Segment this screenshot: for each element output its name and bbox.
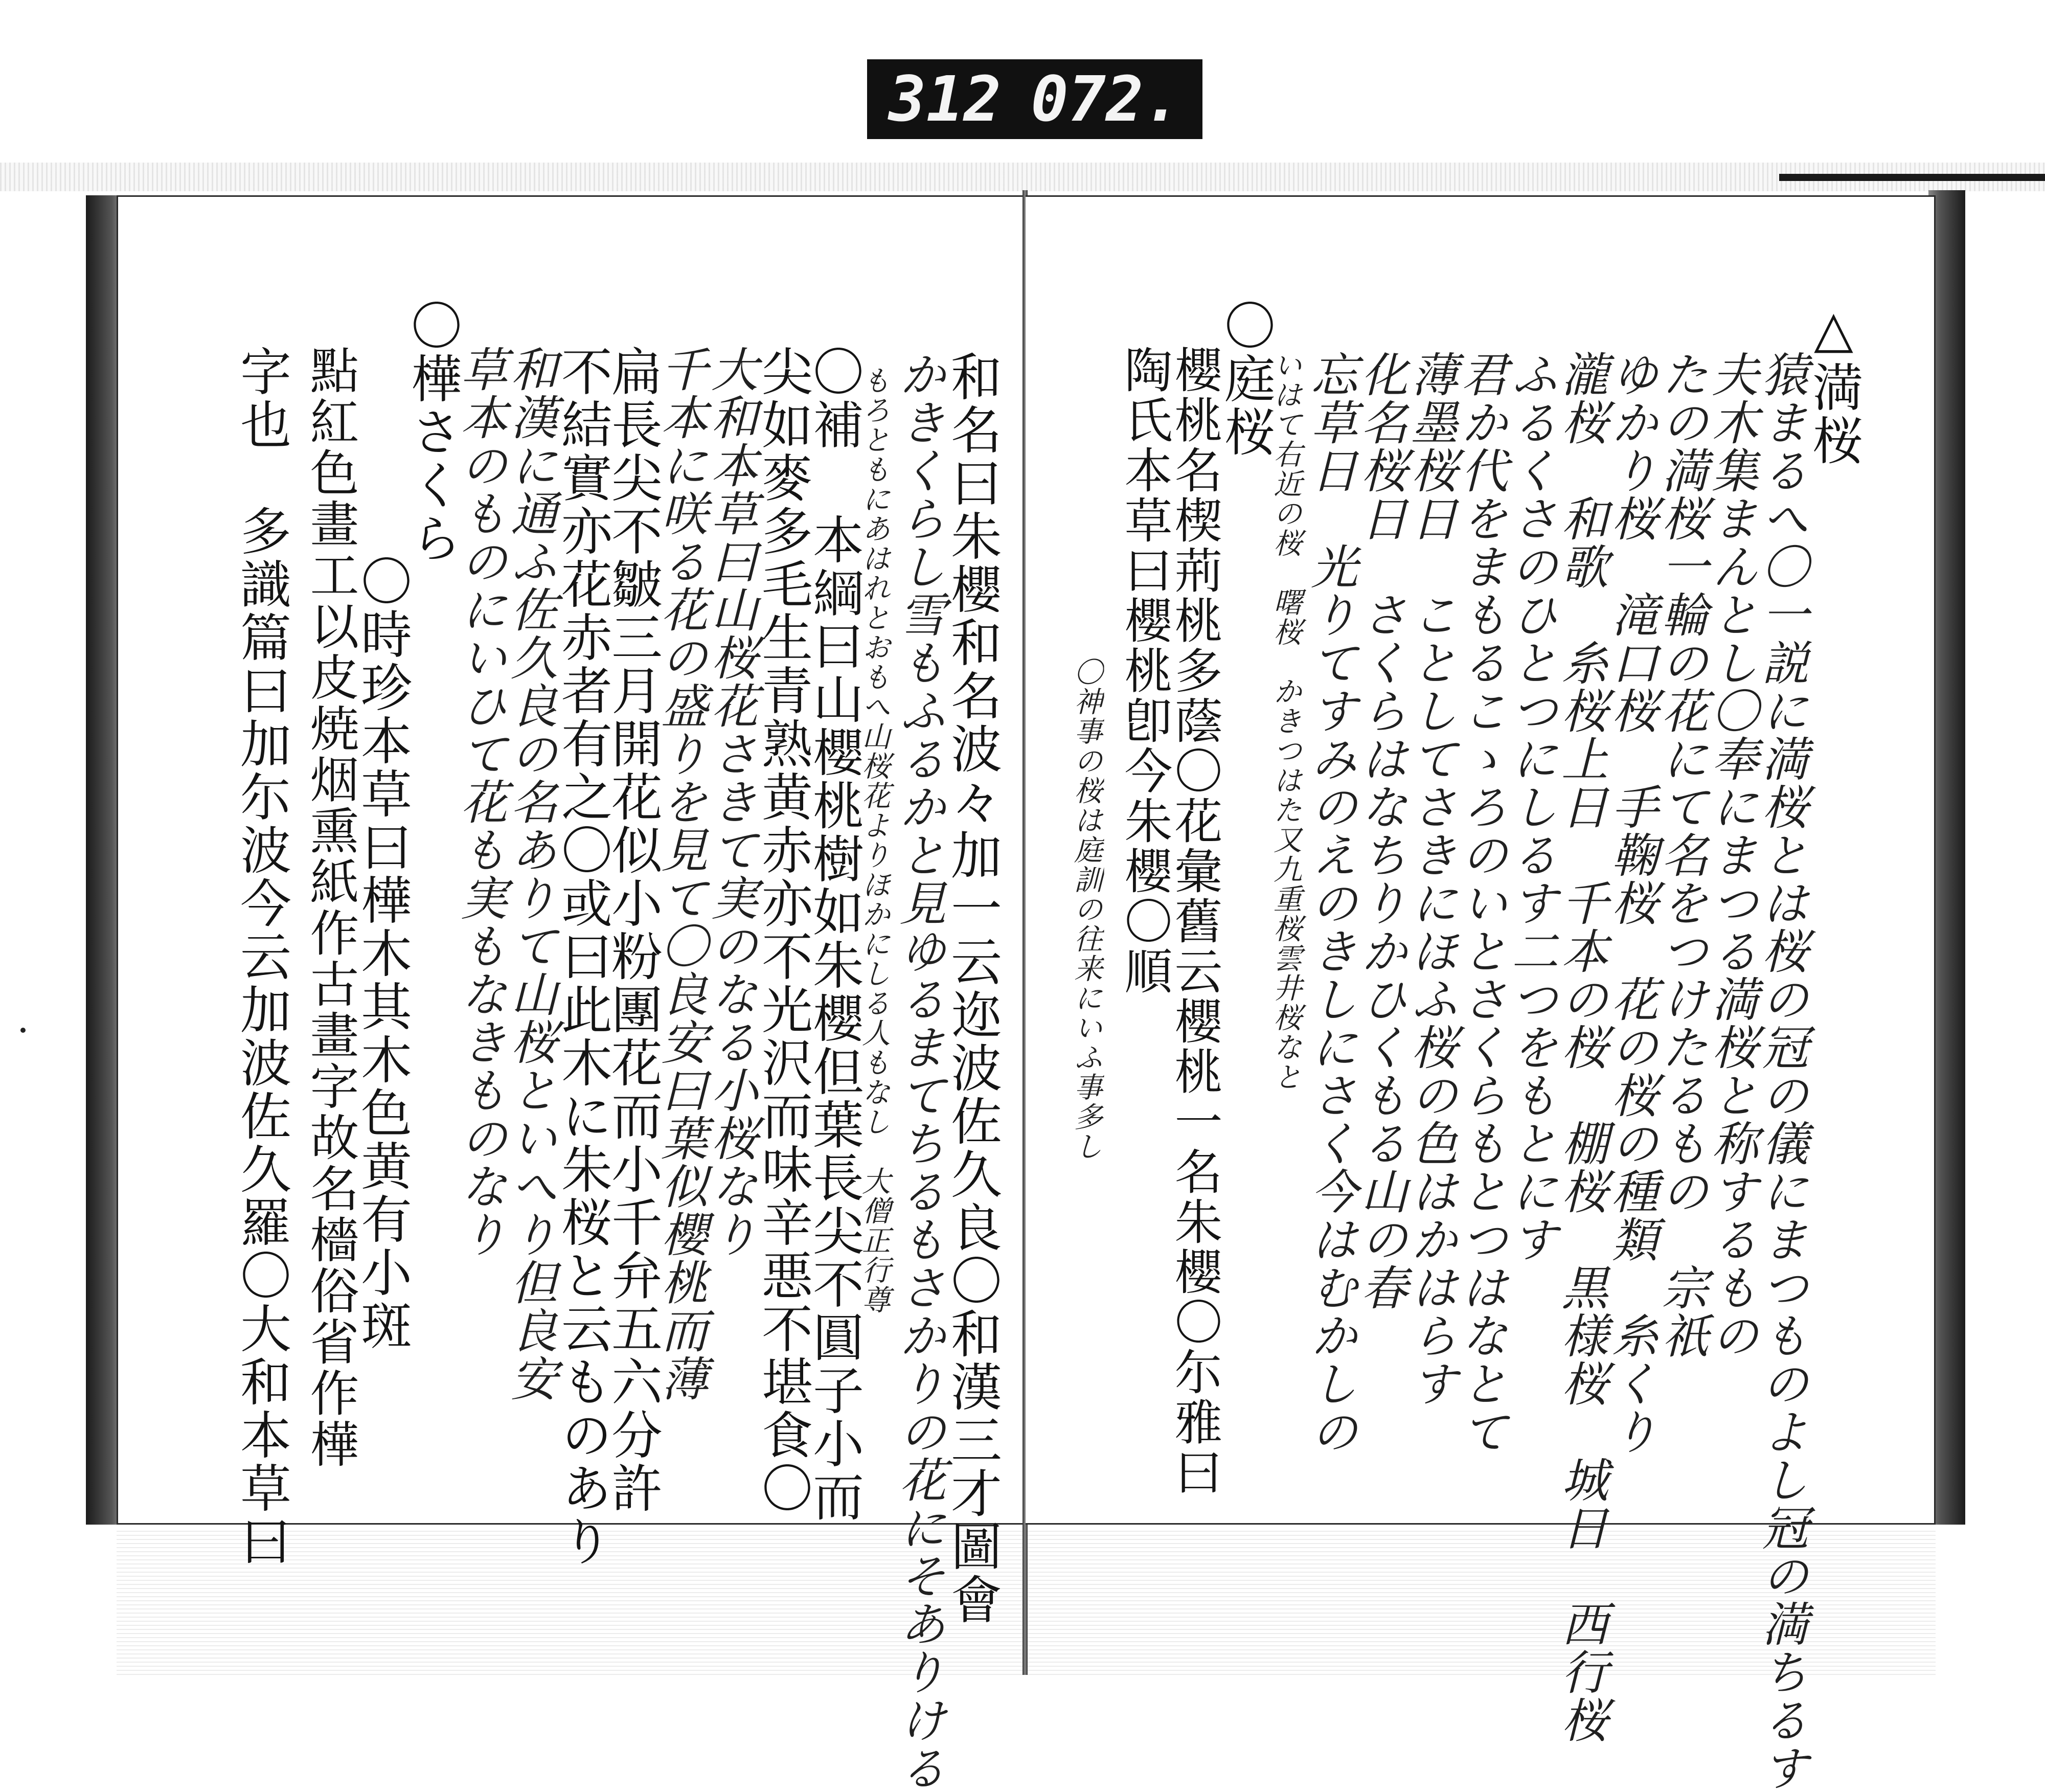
- scan-top-bar: [1779, 174, 2045, 181]
- left-col-11: 草本のものにいひて花も実もなきものなり: [453, 345, 508, 1258]
- right-col-16: 〇神事の桜は庭訓の往来にいふ事多し: [1070, 657, 1103, 1161]
- frame-number-right: 072.: [1031, 63, 1181, 135]
- left-col-9: 不結實亦花赤者有之〇或曰此木に朱桜と云ものあり: [553, 345, 612, 1568]
- right-col-6: 瀧桜 和歌 糸桜上日 千本の桜 棚桜 黒様桜 城日 西行桜: [1554, 350, 1608, 1744]
- right-col-11: 忘草日 光りてすみのえのきしにさく今はむかしの: [1303, 350, 1358, 1456]
- scan-top-strip: [0, 163, 2045, 191]
- right-col-3: 夫木集まんとし〇奉にまつる満桜と称するもの: [1704, 350, 1759, 1359]
- film-frame-label: [867, 59, 1202, 139]
- left-col-14: 點紅色畫工以皮焼烟熏紙作古畫字故名檣俗省作樺: [302, 345, 359, 1470]
- right-col-15: 陶氏本草曰櫻桃卽今朱櫻〇順: [1116, 345, 1172, 996]
- left-page: [117, 195, 1026, 1792]
- left-col-6: 大和本草曰山桜花さきて実のなる小桜なり: [703, 345, 758, 1258]
- right-col-1: △満桜: [1804, 299, 1864, 467]
- left-col-12: 〇樺さくら: [402, 299, 462, 565]
- right-col-5: ゆかり桜 滝口桜 手鞠桜 花の桜の種類 糸くり: [1604, 350, 1658, 1456]
- left-col-4: 〇補 本綱曰山櫻桃樹如朱櫻但葉長尖不圓子小而: [804, 345, 864, 1524]
- left-col-3: もろともにあはれとおもへ山桜花よりほかにしる人もなし 大僧正行尊: [857, 366, 891, 1314]
- right-col-4: たの満桜一輪の花にて名をつけたるもの 宗祇: [1654, 350, 1709, 1359]
- right-col-14: 櫻桃名楔荊桃多蔭〇花彙舊云櫻桃一名朱櫻〇尓雅曰: [1166, 345, 1222, 1498]
- right-page: [1026, 195, 1936, 1792]
- left-col-10: 和漢に通ふ佐久良の名ありて山桜といへり但良安: [503, 345, 558, 1402]
- right-col-13: 〇庭桜: [1216, 299, 1276, 459]
- right-col-7: ふるくさのひとつにしるす二つをもとにす: [1504, 350, 1558, 1263]
- left-col-8: 扁長尖不皺三月開花似小粉團花而小千弁五六分許: [603, 345, 663, 1515]
- right-col-10: 化名桜日 さくらはなちりかひくもる山の春: [1353, 350, 1408, 1311]
- left-col-13: 〇時珍本草曰樺木其木色黄有小斑: [352, 555, 412, 1352]
- left-col-7: 千本に咲る花の盛りを見て〇良安曰葉似櫻桃而薄: [653, 345, 708, 1402]
- open-book: [86, 190, 1965, 1792]
- frame-number-left: 312: [889, 63, 1002, 135]
- left-col-1: 和名曰朱櫻和名波々加一云迩波佐久良〇和漢三才圖會: [942, 350, 1002, 1626]
- right-col-12: いはて右近の桜 曙桜 かきつはた又九重桜雲井桜なと: [1269, 350, 1302, 1092]
- left-col-2: かきくらし雪もふるかと見ゆるまてちるもさかりの花にそありける: [892, 350, 946, 1792]
- right-col-2: 猿まるへ〇一説に満桜とは桜の冠の儀にまつものよし冠の満ちるす: [1754, 350, 1809, 1792]
- right-col-8: 君か代をまもるこゝろのいとさくらもとつはなとて: [1453, 350, 1508, 1456]
- left-col-5: 尖如麥多毛生青熟黄赤亦不光沢而味辛悪不堪食〇: [753, 345, 813, 1515]
- right-col-9: 薄墨桜日 ことしてさきにほふ桜の色はかはらす: [1403, 350, 1458, 1408]
- scan-speck: [20, 1028, 26, 1033]
- left-col-15: 字也 多識篇曰加尓波今云加波佐久羅〇大和本草曰: [232, 345, 291, 1568]
